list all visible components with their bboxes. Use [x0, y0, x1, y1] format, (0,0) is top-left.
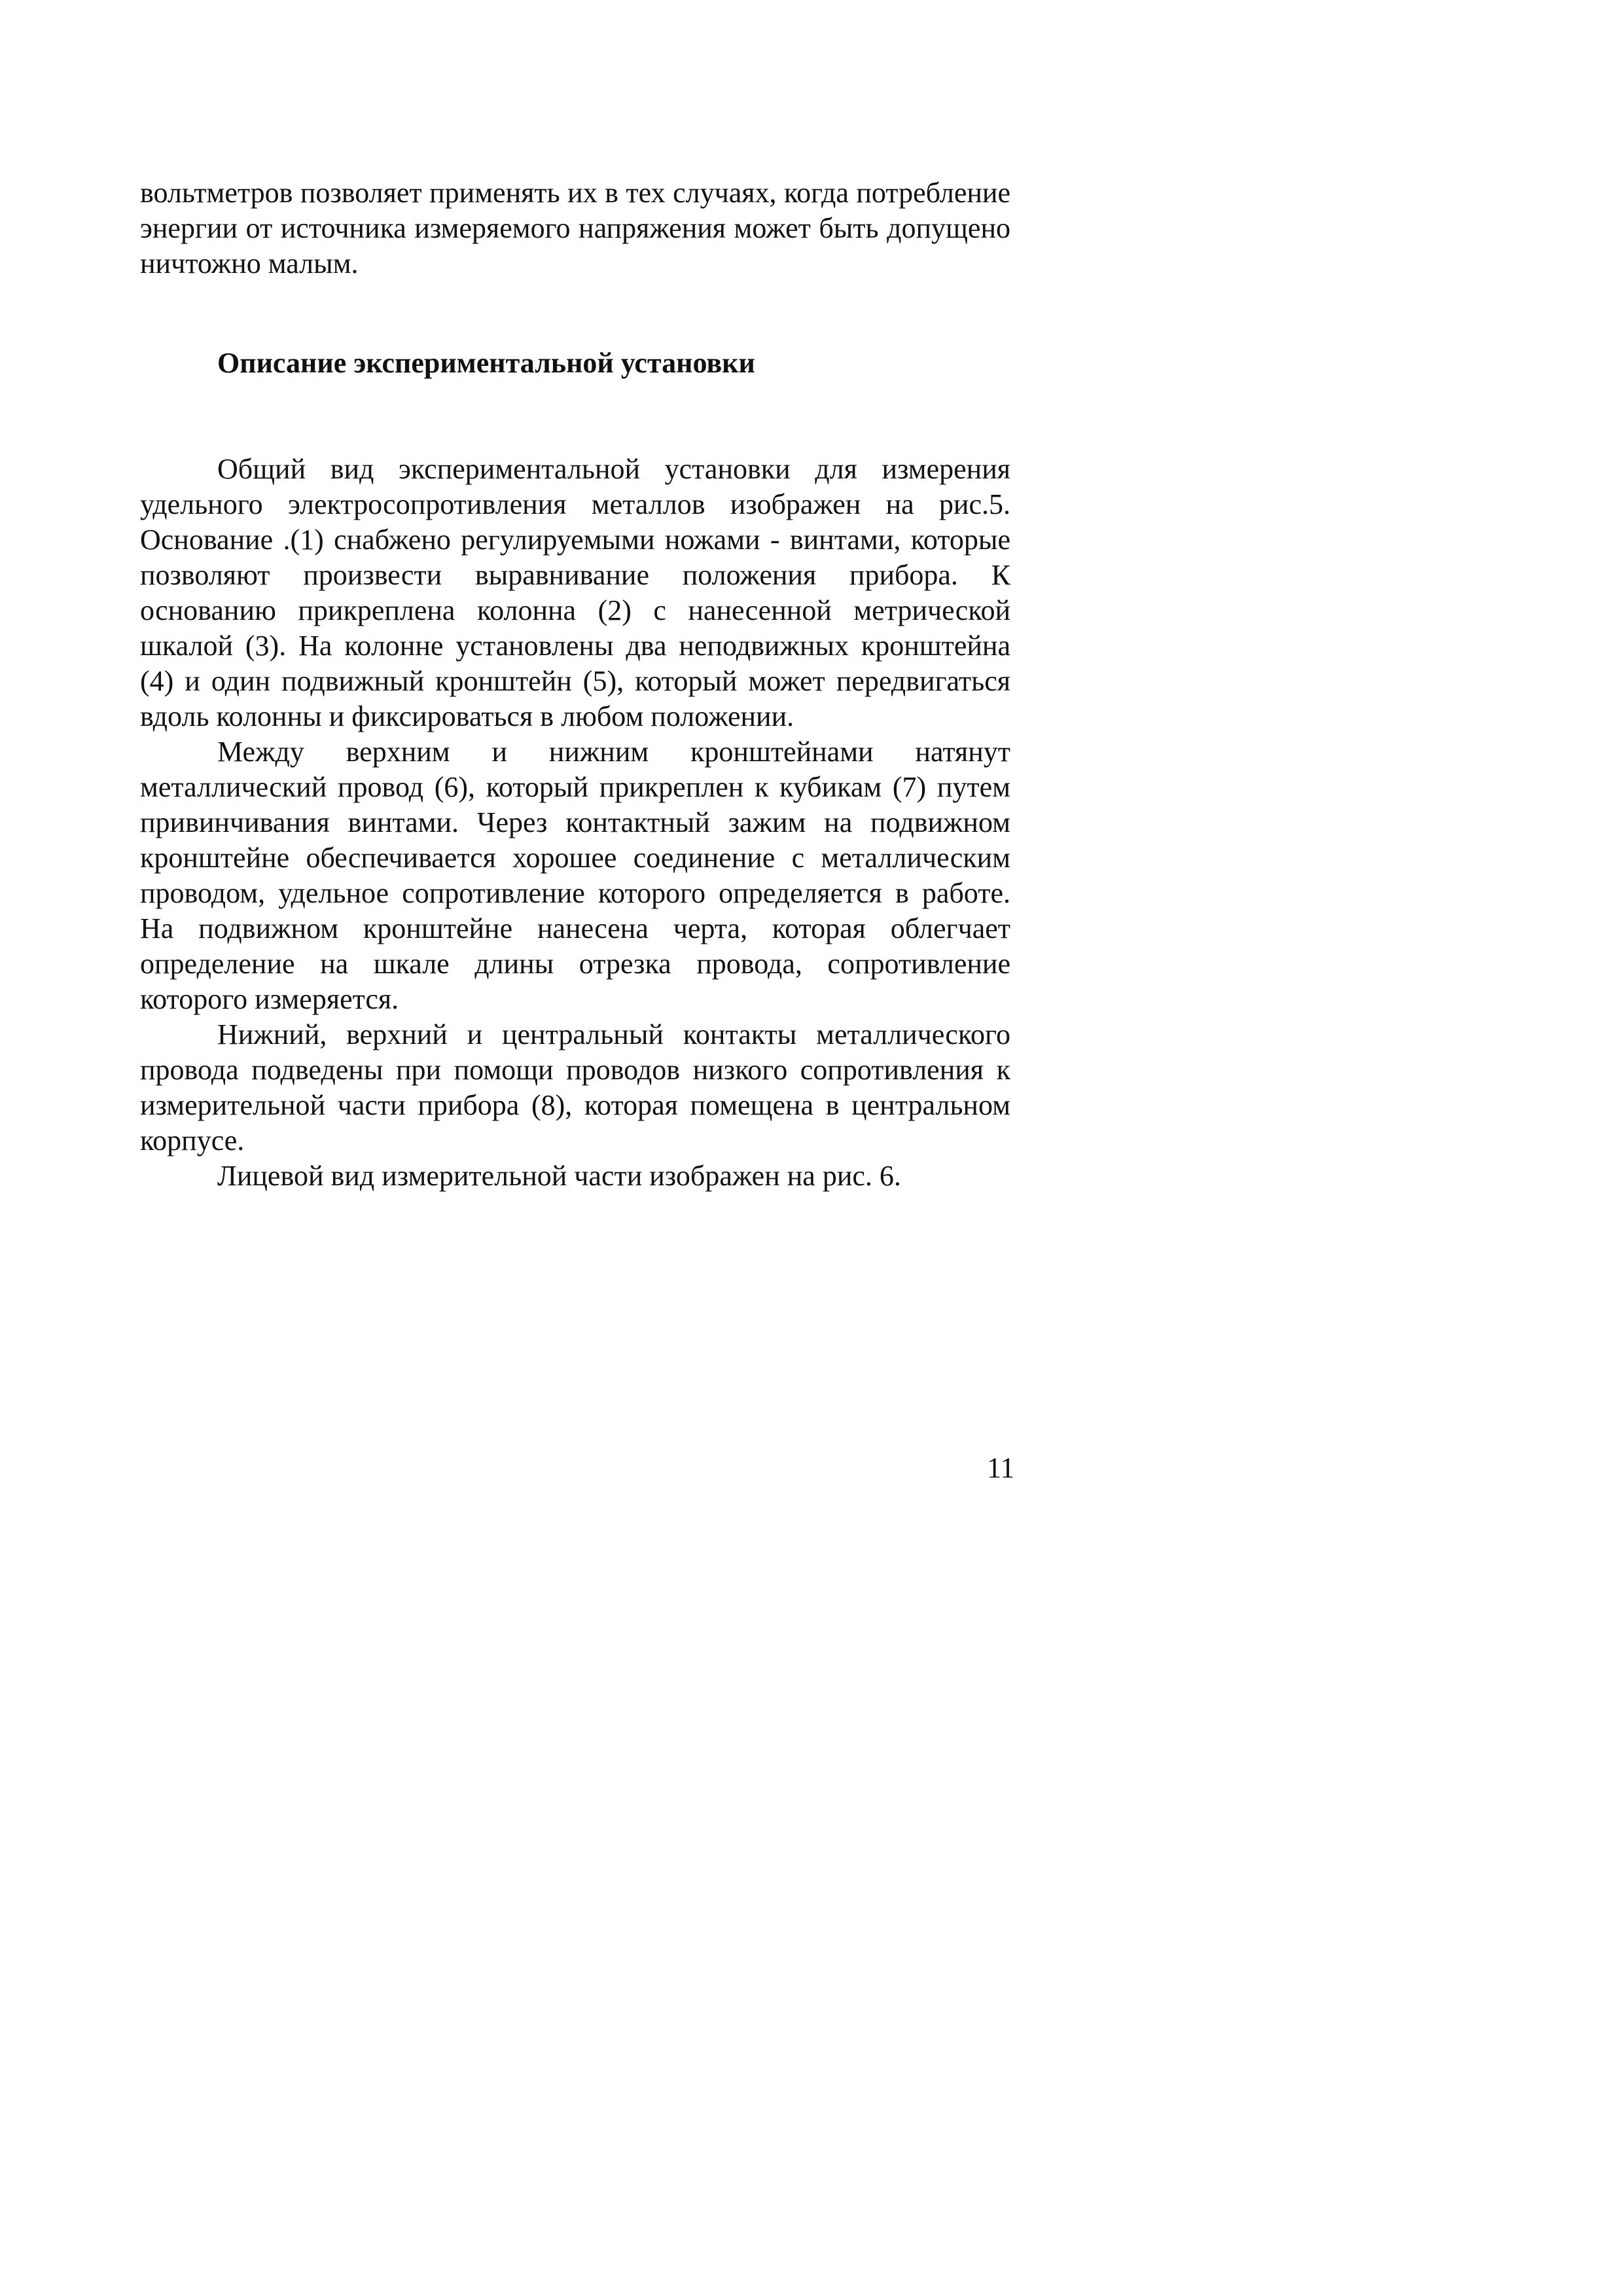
body-text	[140, 452, 1010, 1194]
body-paragraph-4: Лицевой вид измерительной части изображен на рис. 6.	[217, 1160, 901, 1192]
page-number: 11	[987, 1452, 1015, 1484]
section-heading: Описание экспериментальной установки	[217, 347, 755, 379]
intro-paragraph: вольтметров позволяет применять их в тех случаях, когда потребление энергии от источника измеряемого напряжения может быть допущено ничтожно малым.	[140, 177, 1010, 279]
body-paragraph-1: Общий вид экспериментальной установки для измерения удельного электросопротивления металлов изображен на рис.5. Основание .(1) снабжено регулируемыми ножами - винтами, которые позволяют произвести выравнивание положения прибора. К основанию прикреплена колонна (2) с нанесенной метрической шкалой (3). На колонне установлены два неподвижных кронштейна (4) и один подвижный кронштейн (5), который может передвигаться вдоль колонны и фиксироваться в любом положении.	[140, 453, 1010, 732]
body-paragraph-2: Между верхним и нижним кронштейнами натянут металлический провод (6), который прикреплен к кубикам (7) путем привинчивания винтами. Через контактный зажим на подвижном кронштейне обеспечивается хорошее соединение с металлическим проводом, удельное сопротивление которого определяется в работе. На подвижном кронштейне нанесена черта, которая облегчает определение на шкале длины отрезка провода, сопротивление которого измеряется.	[140, 736, 1010, 1015]
intro-paragraph-block	[140, 175, 1010, 281]
body-paragraph-3: Нижний, верхний и центральный контакты металлического провода подведены при помощи проводов низкого сопротивления к измерительной части прибора (8), которая помещена в центральном корпусе.	[140, 1018, 1010, 1157]
